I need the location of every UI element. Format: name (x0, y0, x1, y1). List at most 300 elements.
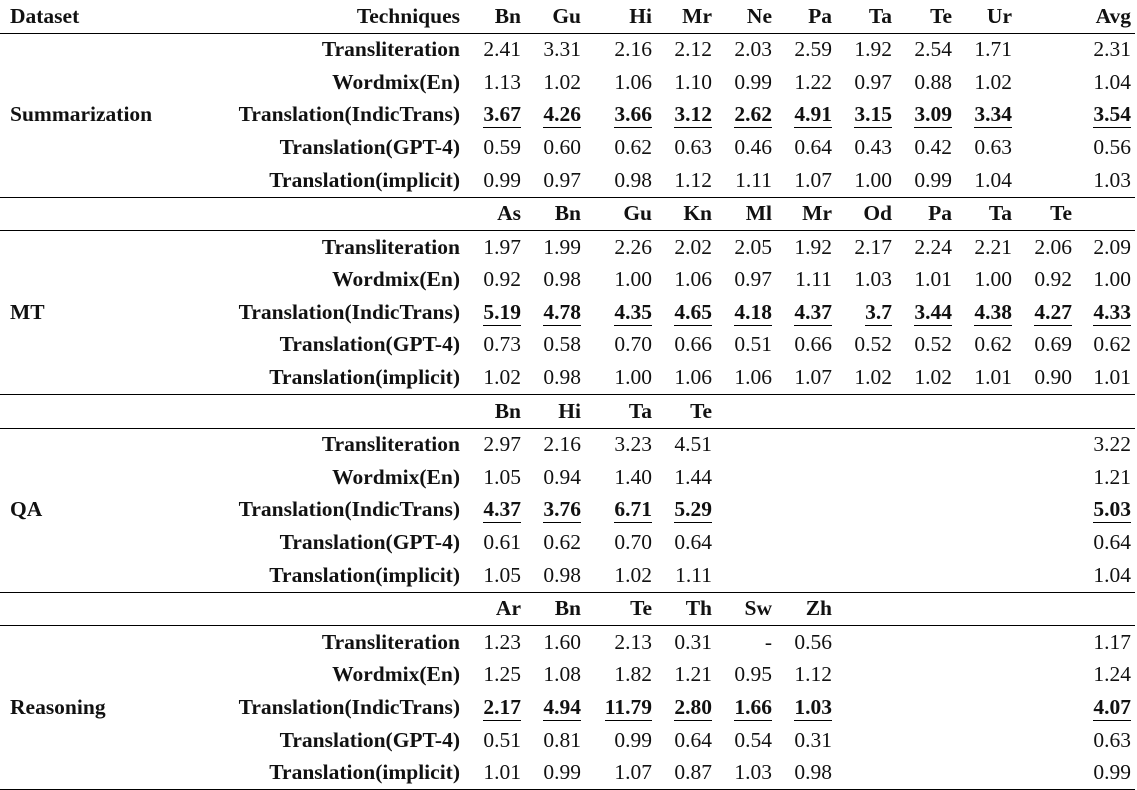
value-cell-text: 2.80 (674, 695, 712, 720)
value-cell (896, 428, 956, 461)
value-cell (525, 131, 585, 164)
table-row (0, 626, 1135, 659)
avg-cell (1076, 33, 1135, 66)
dataset-name: Reasoning (10, 695, 106, 720)
value-cell (656, 131, 716, 164)
value-cell (468, 296, 525, 329)
table-row (0, 164, 1135, 197)
value-cell-text: 3.15 (854, 102, 892, 127)
value-cell (656, 428, 716, 461)
avg-cell-text: 0.99 (1093, 760, 1131, 785)
avg-cell (1076, 527, 1135, 560)
value-cell (776, 461, 836, 494)
value-cell-text: 1.12 (674, 167, 712, 192)
language-header: Ar (468, 592, 525, 626)
value-cell-text: 1.06 (674, 365, 712, 390)
value-cell-text: 1.11 (735, 167, 772, 192)
language-header: Ur (956, 0, 1016, 33)
section-header-row (0, 0, 1135, 33)
language-header: Bn (468, 395, 525, 429)
value-cell-text: 1.03 (794, 695, 832, 720)
value-cell (716, 131, 776, 164)
technique-name: Translation(IndicTrans) (238, 695, 460, 720)
value-cell-text: 2.05 (734, 234, 772, 259)
value-cell-text: 0.31 (794, 727, 832, 752)
value-cell (585, 329, 656, 362)
table-row (0, 296, 1135, 329)
value-cell (836, 66, 896, 99)
avg-cell (1076, 131, 1135, 164)
value-cell-text: 3.66 (614, 102, 652, 127)
value-cell (525, 494, 585, 527)
dataset-name (0, 428, 188, 461)
technique-name: Translation(IndicTrans) (238, 102, 460, 127)
value-cell (468, 626, 525, 659)
value-cell-text: 1.01 (974, 365, 1012, 390)
avg-cell (1076, 329, 1135, 362)
dataset-name (0, 164, 188, 197)
value-cell-text: 1.12 (794, 662, 832, 687)
avg-cell-text: 4.33 (1093, 299, 1131, 324)
value-cell-text: 3.12 (674, 102, 712, 127)
table-row (0, 559, 1135, 592)
value-cell-text: 11.79 (604, 695, 652, 720)
table-row (0, 757, 1135, 790)
value-cell-text: 0.99 (483, 167, 521, 192)
value-cell-text: 0.64 (794, 134, 832, 159)
value-cell (896, 626, 956, 659)
value-cell-text: 1.99 (543, 234, 581, 259)
value-cell (836, 494, 896, 527)
value-cell (776, 559, 836, 592)
value-cell (525, 329, 585, 362)
section-header-row (0, 592, 1135, 626)
value-cell (776, 164, 836, 197)
value-cell (716, 428, 776, 461)
avg-cell-text: 4.07 (1093, 695, 1131, 720)
value-cell (656, 362, 716, 395)
techniques-header: Techniques (188, 0, 468, 33)
value-cell (656, 659, 716, 692)
value-cell-text: 3.09 (914, 102, 952, 127)
value-cell-text: 1.44 (674, 464, 712, 489)
value-cell-text: 1.23 (483, 629, 521, 654)
value-cell (896, 691, 956, 724)
value-cell (585, 33, 656, 66)
value-cell (468, 724, 525, 757)
value-cell (716, 164, 776, 197)
value-cell-text: 1.01 (483, 760, 521, 785)
value-cell-text: 5.29 (674, 497, 712, 522)
value-cell (1016, 296, 1076, 329)
value-cell (468, 461, 525, 494)
table-row (0, 724, 1135, 757)
value-cell (776, 296, 836, 329)
value-cell-text: 0.60 (543, 134, 581, 159)
techniques-header (188, 395, 468, 429)
value-cell (468, 559, 525, 592)
dataset-header (0, 197, 188, 231)
value-cell (656, 296, 716, 329)
value-cell-text: 3.67 (483, 102, 521, 127)
value-cell-text: 0.94 (543, 464, 581, 489)
table-row (0, 231, 1135, 264)
value-cell (836, 231, 896, 264)
value-cell-text: 0.62 (543, 530, 581, 555)
value-cell-text: 1.00 (614, 267, 652, 292)
language-header: Te (585, 592, 656, 626)
avg-cell (1076, 724, 1135, 757)
value-cell (716, 461, 776, 494)
value-cell (716, 264, 776, 297)
value-cell (956, 66, 1016, 99)
value-cell-text: 1.08 (543, 662, 581, 687)
value-cell (716, 527, 776, 560)
value-cell (836, 724, 896, 757)
technique-name: Translation(IndicTrans) (238, 299, 460, 324)
technique-name: Transliteration (321, 234, 460, 259)
value-cell-text: 1.02 (614, 562, 652, 587)
dataset-name (0, 33, 188, 66)
avg-cell (1076, 164, 1135, 197)
value-cell-text: 0.98 (614, 167, 652, 192)
language-header: Pa (776, 0, 836, 33)
value-cell (776, 691, 836, 724)
value-cell-text: 0.99 (614, 727, 652, 752)
value-cell (468, 231, 525, 264)
value-cell (1016, 724, 1076, 757)
value-cell (1016, 66, 1076, 99)
value-cell (525, 428, 585, 461)
language-header (836, 592, 896, 626)
value-cell-text: 1.10 (674, 69, 712, 94)
value-cell-text: 0.62 (614, 134, 652, 159)
value-cell-text: 1.82 (614, 662, 652, 687)
value-cell (525, 626, 585, 659)
value-cell (1016, 461, 1076, 494)
value-cell-text: 2.54 (914, 37, 952, 62)
dataset-name (0, 626, 188, 659)
value-cell-text: 0.52 (914, 332, 952, 357)
value-cell (716, 33, 776, 66)
value-cell (956, 33, 1016, 66)
avg-cell-text: 1.04 (1093, 562, 1131, 587)
value-cell-text: 1.22 (794, 69, 832, 94)
value-cell (468, 691, 525, 724)
value-cell-text: 0.42 (914, 134, 952, 159)
value-cell-text: 0.46 (734, 134, 772, 159)
value-cell-text: 0.70 (614, 530, 652, 555)
value-cell (896, 724, 956, 757)
value-cell-text: 0.54 (734, 727, 772, 752)
value-cell (585, 494, 656, 527)
language-header: Hi (585, 0, 656, 33)
technique-name: Translation(GPT-4) (279, 332, 460, 357)
value-cell (836, 461, 896, 494)
value-cell (585, 428, 656, 461)
value-cell (956, 626, 1016, 659)
value-cell (525, 264, 585, 297)
value-cell (836, 559, 896, 592)
value-cell (956, 494, 1016, 527)
value-cell-text: 3.76 (543, 497, 581, 522)
dataset-name (0, 362, 188, 395)
value-cell (896, 362, 956, 395)
value-cell (956, 724, 1016, 757)
value-cell (525, 757, 585, 790)
value-cell (956, 691, 1016, 724)
technique-name: Translation(implicit) (269, 365, 460, 390)
value-cell (1016, 757, 1076, 790)
value-cell (585, 362, 656, 395)
avg-header (1076, 395, 1135, 429)
value-cell-text: 0.59 (483, 134, 521, 159)
value-cell (776, 494, 836, 527)
value-cell (525, 33, 585, 66)
value-cell (956, 461, 1016, 494)
avg-header (1076, 197, 1135, 231)
value-cell (585, 296, 656, 329)
value-cell (525, 66, 585, 99)
dataset-name: QA (10, 497, 43, 522)
value-cell-text: 0.98 (543, 562, 581, 587)
value-cell-text: 1.03 (854, 267, 892, 292)
value-cell (585, 131, 656, 164)
value-cell-text: 1.06 (614, 69, 652, 94)
value-cell (896, 99, 956, 132)
value-cell (776, 626, 836, 659)
value-cell-text: 0.69 (1034, 332, 1072, 357)
value-cell-text: 1.25 (483, 662, 521, 687)
value-cell (776, 362, 836, 395)
value-cell-text: 1.71 (974, 37, 1012, 62)
techniques-header (188, 197, 468, 231)
value-cell (585, 559, 656, 592)
value-cell (468, 33, 525, 66)
dataset-name (0, 461, 188, 494)
techniques-header (188, 592, 468, 626)
value-cell-text: 2.13 (614, 629, 652, 654)
value-cell (525, 231, 585, 264)
value-cell-text: 0.92 (483, 267, 521, 292)
technique-name: Translation(implicit) (188, 757, 468, 790)
value-cell-text: 0.88 (914, 69, 952, 94)
dataset-header (0, 592, 188, 626)
avg-cell-text: 1.04 (1093, 69, 1131, 94)
value-cell-text: 0.92 (1034, 267, 1072, 292)
value-cell (836, 296, 896, 329)
technique-name: Wordmix(En) (332, 464, 460, 489)
value-cell (656, 559, 716, 592)
technique-name: Translation(implicit) (269, 562, 460, 587)
value-cell-text: 1.02 (543, 69, 581, 94)
value-cell (656, 264, 716, 297)
avg-cell-text: 3.54 (1093, 102, 1131, 127)
language-header: Te (656, 395, 716, 429)
section-header-row (0, 197, 1135, 231)
value-cell-text: 1.03 (734, 760, 772, 785)
value-cell (776, 329, 836, 362)
value-cell (896, 659, 956, 692)
avg-cell-text: 1.17 (1093, 629, 1131, 654)
value-cell (468, 757, 525, 790)
value-cell (776, 659, 836, 692)
value-cell (468, 659, 525, 692)
value-cell-text: 0.66 (674, 332, 712, 357)
value-cell (836, 691, 896, 724)
value-cell-text: 3.34 (974, 102, 1012, 127)
technique-name: Translation(implicit) (269, 167, 460, 192)
value-cell (525, 164, 585, 197)
technique-name: Translation(GPT-4) (279, 530, 460, 555)
value-cell (716, 66, 776, 99)
value-cell-text: 0.70 (614, 332, 652, 357)
value-cell (836, 99, 896, 132)
value-cell (896, 66, 956, 99)
avg-cell (1076, 428, 1135, 461)
dataset-name: MT (10, 299, 45, 324)
value-cell-text: 4.35 (614, 299, 652, 324)
language-header (776, 395, 836, 429)
value-cell-text: 1.02 (974, 69, 1012, 94)
value-cell (956, 99, 1016, 132)
value-cell-text: 1.07 (614, 760, 652, 785)
value-cell-text: 2.62 (734, 102, 772, 127)
language-header: Ml (716, 197, 776, 231)
value-cell (656, 724, 716, 757)
value-cell-text: 2.16 (614, 37, 652, 62)
value-cell (896, 231, 956, 264)
value-cell-text: 0.81 (543, 727, 581, 752)
value-cell (468, 329, 525, 362)
value-cell (1016, 428, 1076, 461)
value-cell-text: 4.78 (543, 299, 581, 324)
value-cell-text: 2.26 (614, 234, 652, 259)
value-cell-text: 4.51 (674, 432, 712, 457)
value-cell (956, 559, 1016, 592)
value-cell (956, 131, 1016, 164)
value-cell-text: 0.58 (543, 332, 581, 357)
value-cell (836, 527, 896, 560)
value-cell-text: 0.51 (483, 727, 521, 752)
language-header: Bn (525, 592, 585, 626)
language-header: Te (1016, 197, 1076, 231)
value-cell (776, 231, 836, 264)
technique-name: Translation(IndicTrans) (238, 497, 460, 522)
value-cell (836, 264, 896, 297)
avg-cell-text: 1.03 (1093, 167, 1131, 192)
value-cell (896, 296, 956, 329)
technique-name: Wordmix(En) (332, 267, 460, 292)
value-cell (656, 527, 716, 560)
value-cell-text: 1.66 (734, 695, 772, 720)
value-cell (656, 494, 716, 527)
value-cell-text: 1.02 (483, 365, 521, 390)
value-cell-text: 1.92 (854, 37, 892, 62)
technique-name: Transliteration (321, 629, 460, 654)
value-cell-text: 1.92 (794, 234, 832, 259)
avg-cell (1076, 296, 1135, 329)
value-cell-text: 0.64 (674, 530, 712, 555)
language-header (1016, 0, 1076, 33)
language-header: Zh (776, 592, 836, 626)
dataset-name (0, 559, 188, 592)
value-cell (656, 231, 716, 264)
value-cell-text: 1.00 (614, 365, 652, 390)
dataset-name (0, 231, 188, 264)
value-cell-text: 1.05 (483, 464, 521, 489)
table-row (0, 362, 1135, 395)
value-cell (776, 131, 836, 164)
value-cell-text: 0.61 (483, 530, 521, 555)
language-header (896, 395, 956, 429)
value-cell (716, 296, 776, 329)
value-cell (468, 264, 525, 297)
value-cell-text: 1.00 (974, 267, 1012, 292)
value-cell (525, 362, 585, 395)
table-row (0, 131, 1135, 164)
value-cell (585, 461, 656, 494)
technique-name: Transliteration (321, 432, 460, 457)
language-header: Sw (716, 592, 776, 626)
table-row (0, 428, 1135, 461)
value-cell (585, 691, 656, 724)
language-header: Te (896, 0, 956, 33)
avg-cell (1076, 362, 1135, 395)
value-cell (656, 757, 716, 790)
value-cell (656, 691, 716, 724)
value-cell (656, 329, 716, 362)
language-header: Pa (896, 197, 956, 231)
value-cell (956, 362, 1016, 395)
value-cell-text: 2.12 (674, 37, 712, 62)
value-cell (1016, 164, 1076, 197)
value-cell (1016, 527, 1076, 560)
value-cell-text: 0.97 (734, 267, 772, 292)
value-cell (468, 164, 525, 197)
value-cell (716, 559, 776, 592)
value-cell-text: 0.98 (794, 760, 832, 785)
value-cell-text: 6.71 (614, 497, 652, 522)
value-cell (896, 527, 956, 560)
value-cell (585, 757, 656, 790)
value-cell (956, 231, 1016, 264)
value-cell (468, 494, 525, 527)
value-cell (656, 626, 716, 659)
value-cell-text: 4.18 (734, 299, 772, 324)
value-cell (896, 559, 956, 592)
avg-cell (1076, 626, 1135, 659)
value-cell (716, 659, 776, 692)
value-cell-text: 0.98 (543, 365, 581, 390)
value-cell-text: 1.02 (914, 365, 952, 390)
value-cell-text: 0.52 (854, 332, 892, 357)
value-cell (776, 99, 836, 132)
value-cell-text: 0.63 (974, 134, 1012, 159)
language-header: Bn (468, 0, 525, 33)
dataset-name (0, 264, 188, 297)
avg-cell (1076, 494, 1135, 527)
value-cell (656, 164, 716, 197)
value-cell-text: 0.51 (734, 332, 772, 357)
table-row (0, 329, 1135, 362)
value-cell (656, 461, 716, 494)
language-header: Gu (525, 0, 585, 33)
value-cell-text: 0.64 (674, 727, 712, 752)
value-cell (716, 99, 776, 132)
value-cell (776, 66, 836, 99)
value-cell (836, 626, 896, 659)
